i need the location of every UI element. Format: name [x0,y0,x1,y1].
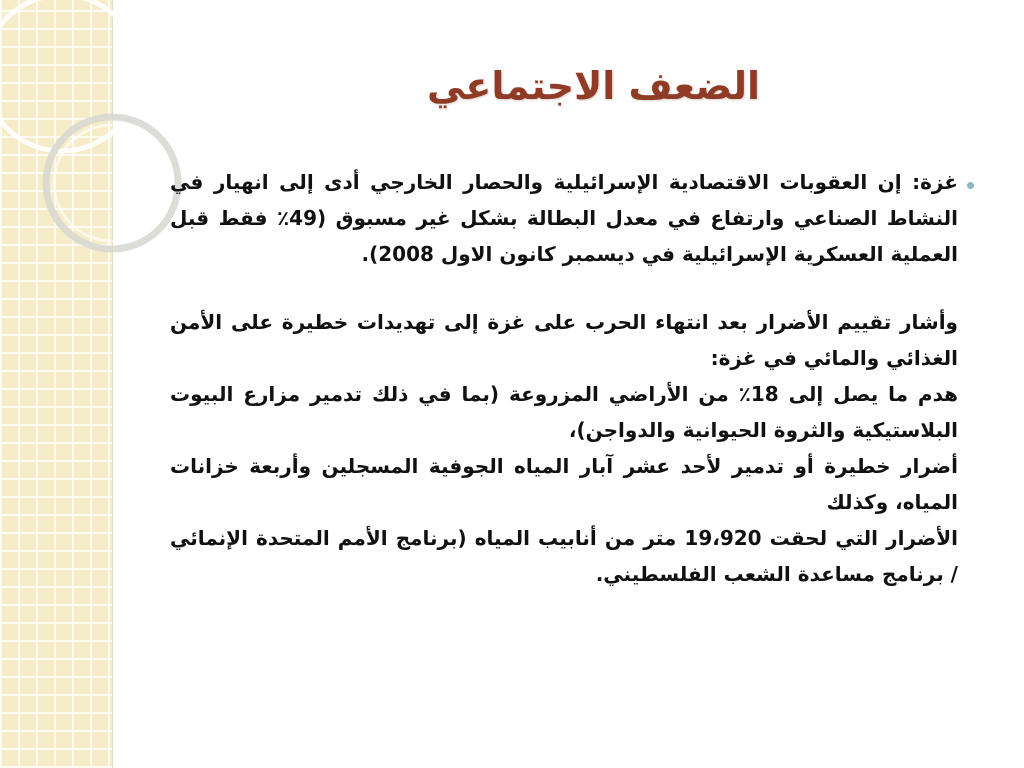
decorative-side-panel [0,0,113,768]
paragraph-unemployment: غزة: إن العقوبات الاقتصادية الإسرائيلية والحصار الخارجي أدى إلى انهيار في النشاط الصناعي وارتفاع في معدل البطالة بشكل غير مسبوق (49٪ فقط قبل العملية العسكرية الإسرائيلية في ديسمبر كانون الاول 2008). [170,170,958,266]
damage-item-water-pipes: الأضرار التي لحقت 19،920 متر من أنابيب المياه (برنامج الأمم المتحدة الإنمائي / برنامج مساعدة الشعب الفلسطيني. [170,526,958,586]
slide-content [170,164,958,592]
damage-item-water-wells: أضرار خطيرة أو تدمير لأحد عشر آبار المياه الجوفية المسجلين وأربعة خزانات المياه، وكذلك [170,454,958,514]
paragraph-damage-assessment: وأشار تقييم الأضرار بعد انتهاء الحرب على غزة إلى تهديدات خطيرة على الأمن الغذائي والمائي في غزة: [170,310,958,370]
bullet-dot-icon [967,182,974,189]
damage-item-farmland: هدم ما يصل إلى 18٪ من الأراضي المزروعة (بما في ذلك تدمير مزارع البيوت البلاستيكية والثروة الحيوانية والدواجن)، [170,382,958,442]
slide-title: الضعف الاجتماعي [426,64,760,108]
